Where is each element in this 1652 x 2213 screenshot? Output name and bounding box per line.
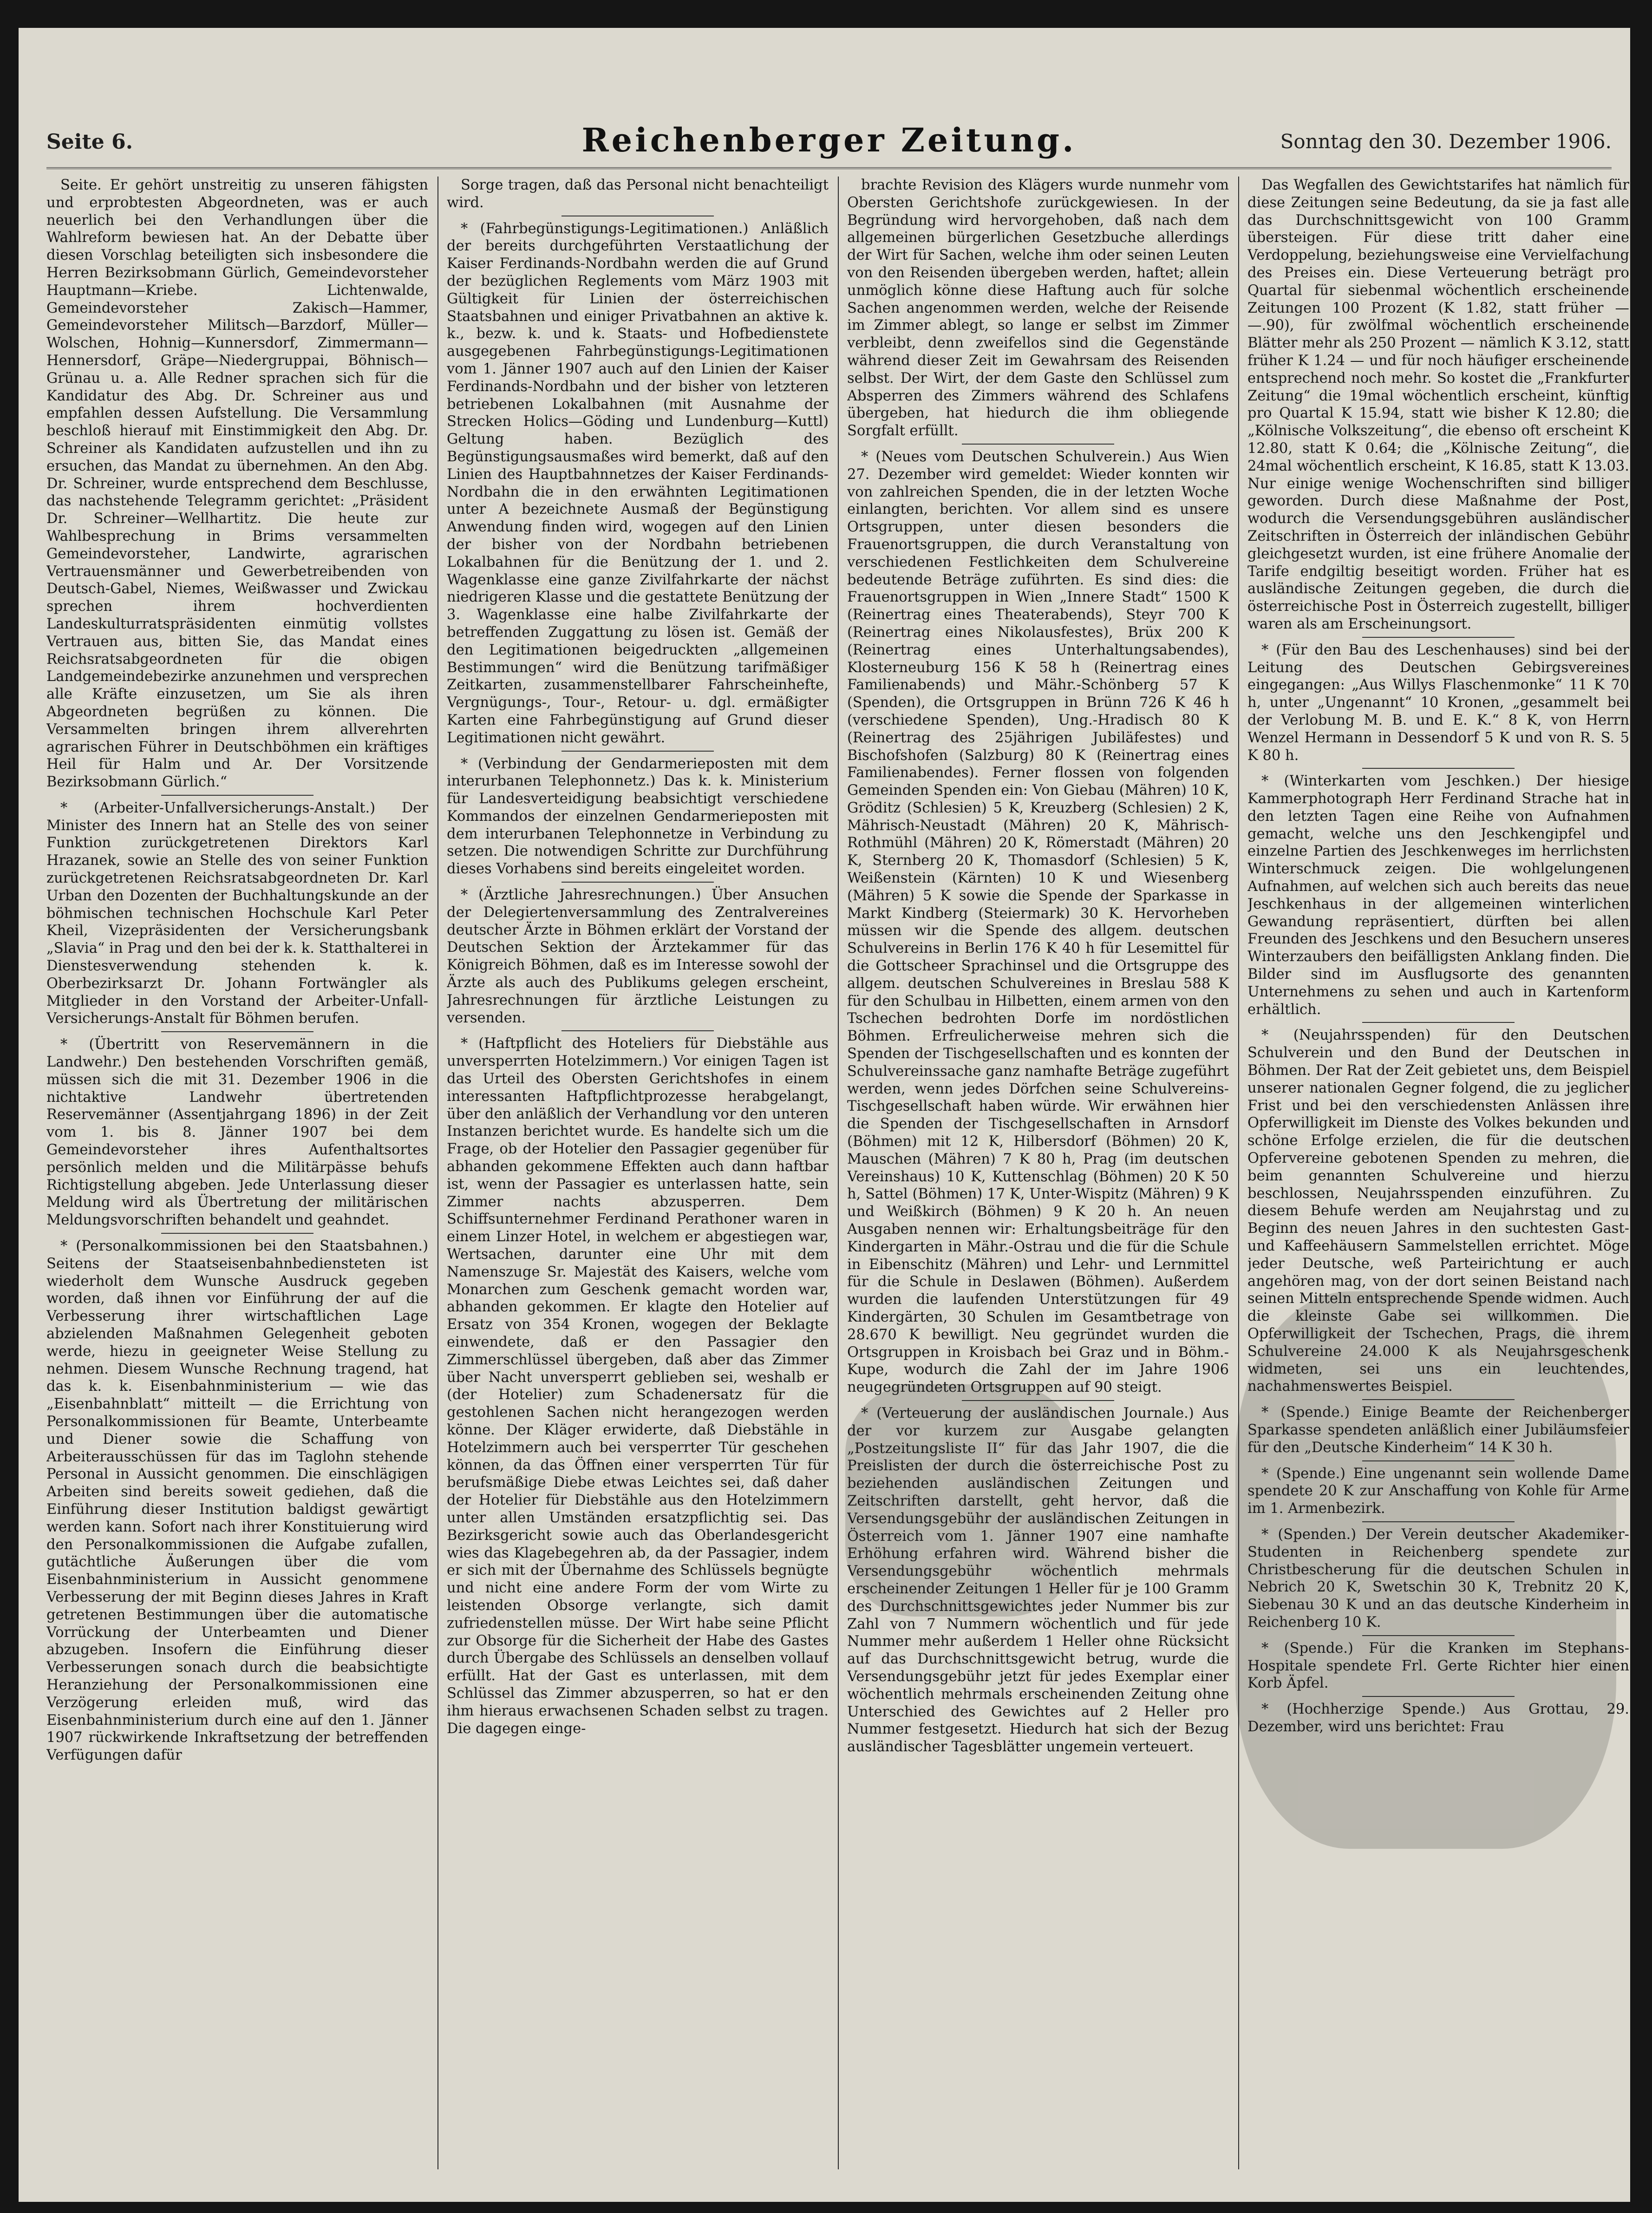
- article-paragraph: Sorge tragen, daß das Personal nicht benachteiligt wird.: [447, 177, 829, 211]
- article-paragraph: * (Verteuerung der ausländischen Journale.) Aus der vor kurzem zur Ausgabe gelangten „Postzeitungsliste II“ für das Jahr 1907, die die Preislisten der durch die österreichische Post zu beziehenden ausländischen Zeitungen und Zeitschriften darstellt, geht hervor, daß die Versendungsgebühr der ausländischen Zeitungen in Österreich vom 1. Jänner 1907 eine namhafte Erhöhung erfahren wird. Während bisher die Versendungsgebühr wöchentlich mehrmals erscheinender Zeitungen 1 Heller für je 100 Gramm des Durchschnittsgewichtes jeder Nummer bis zur Zahl von 7 Nummern wöchentlich und für jede Nummer mehr außerdem 1 Heller ohne Rücksicht auf das Durchschnittsgewicht betrug, wurde die Versendungsgebühr jetzt für jedes Exemplar einer wöchentlich mehrmals erscheinenden Zeitung ohne Unterschied des Gewichtes auf 2 Heller pro Nummer festgesetzt. Hiedurch hat sich der Bezug ausländischer Tagesblätter ungemein verteuert.: [847, 1405, 1229, 1755]
- article-paragraph: Seite. Er gehört unstreitig zu unseren fähigsten und erprobtesten Abgeordneten, was er auch neuerlich bei den Verhandlungen über die Wahlreform bewiesen hat. An der Debatte über diesen Vorschlag beteiligten sich insbesondere die Herren Bezirksobmann Gürlich, Gemeindevorsteher Hauptmann—Kriebe. Lichtenwalde, Gemeindevorsteher Zakisch—Hammer, Gemeindevorsteher Militsch—Barzdorf, Müller—Wolschen, Hohnig—Kunnersdorf, Zimmermann—Hennersdorf, Gräpe—Niedergruppai, Böhnisch—Grünau u. a. Alle Redner sprachen sich für die Kandidatur des Abg. Dr. Schreiner aus und empfahlen dessen Aufstellung. Die Versammlung beschloß hierauf mit Einstimmigkeit den Abg. Dr. Schreiner als Kandidaten aufzustellen und ihn zu ersuchen, das Mandat zu übernehmen. An den Abg. Dr. Schreiner, wurde entsprechend dem Beschlusse, das nachstehende Telegramm gerichtet: „Präsident Dr. Schreiner—Wellhartitz. Die heute zur Wahlbesprechung in Brims versammelten Gemeindevorsteher, Landwirte, agrarischen Vertrauensmänner und Gewerbetreibenden von Deutsch-Gabel, Niemes, Weißwasser und Zwickau sprechen ihrem hochverdienten Landeskulturratspräsidenten einmütig vollstes Vertrauen aus, bitten Sie, das Mandat eines Reichsratsabgeordneten für die obigen Landgemeindebezirke anzunehmen und versprechen alle Kräfte einzusetzen, um Sie als ihren Abgeordneten begrüßen zu können. Die Versammelten bringen ihrem allverehrten agrarischen Führer in Deutschböhmen ein kräftiges Heil für Halm und Ar. Der Vorsitzende Bezirksobmann Gürlich.“: [46, 177, 428, 791]
- article-paragraph: * (Spenden.) Der Verein deutscher Akademiker-Studenten in Reichenberg spendete zur Christbescherung für die deutschen Schulen in Nebrich 20 K, Swetschin 30 K, Trebnitz 20 K, Siebenau 30 K und an das deutsche Kinderheim in Reichenberg 10 K.: [1247, 1526, 1629, 1630]
- article-paragraph: * (Haftpflicht des Hoteliers für Diebstähle aus unversperrten Hotelzimmern.) Vor einigen Tagen ist das Urteil des Obersten Gerichtshofes in einem interessanten Haftpflichtprozesse herabgelangt, über den anläßlich der Verhandlung vor den unteren Instanzen berichtet wurde. Es handelte sich um die Frage, ob der Hotelier den Passagier gegenüber für abhanden gekommene Effekten auch dann haftbar ist, wenn der Passagier es unterlassen hatte, sein Zimmer nachts abzusperren. Dem Schiffsunternehmer Ferdinand Perathoner waren in einem Linzer Hotel, in welchem er abgestiegen war, Wertsachen, darunter eine Uhr mit dem Namenszuge Sr. Majestät des Kaisers, welche vom Monarchen zum Geschenk gemacht worden war, abhanden gekommen. Er klagte den Hotelier auf Ersatz von 354 Kronen, wogegen der Beklagte einwendete, daß er den Passagier den Zimmerschlüssel übergeben, daß aber das Zimmer über Nacht unversperrt geblieben sei, weshalb er (der Hotelier) zum Schadenersatz für die gestohlenen Sachen nicht herangezogen werden könne. Der Kläger erwiderte, daß Diebstähle in Hotelzimmern auch bei versperrter Tür geschehen können, da das Öffnen einer versperrten Tür für berufsmäßige Diebe etwas Leichtes sei, daß daher der Hotelier für Diebstähle aus den Hotelzimmern unter allen Umständen ersatzpflichtig sei. Das Bezirksgericht sowie auch das Oberlandesgericht wies das Klagebegehren ab, da der Passagier, indem er sich mit der Übernahme des Schlüssels begnügte und nicht eine andere Form der vom Wirte zu leistenden Obsorge verlangte, sich damit zufriedenstellen müsse. Der Wirt habe seine Pflicht zur Obsorge für die Sicherheit der Habe des Gastes durch Übergabe des Schlüssels an denselben vollauf erfüllt. Hat der Gast es unterlassen, mit dem Schlüssel das Zimmer abzusperren, so hat er den ihm hieraus erwachsenen Schaden selbst zu tragen. Die dagegen einge-: [447, 1035, 829, 1737]
- issue-date: Sonntag den 30. Dezember 1906.: [1280, 130, 1612, 153]
- divider: [1362, 768, 1515, 769]
- article-columns: [46, 177, 1629, 2169]
- article-paragraph: brachte Revision des Klägers wurde nunmehr vom Obersten Gerichtshofe zurückgewiesen. In der Begründung wird hervorgehoben, daß nach dem allgemeinen bürgerlichen Gesetzbuche allerdings der Wirt für Sachen, welche ihm oder seinen Leuten von den Reisenden übergeben werden, haftet; allein unmöglich könne diese Haftung auch für solche Sachen angenommen werden, welche der Reisende im Zimmer ablegt, so lange er selbst im Zimmer verbleibt, denn zweifellos sind die Gegenstände während dieser Zeit im Gewahrsam des Reisenden selbst. Der Wirt, der dem Gaste den Schlüssel zum Absperren des Zimmers während des Schlafens übergeben, hat hiedurch die ihm obliegende Sorgfalt erfüllt.: [847, 177, 1229, 439]
- newspaper-page: [19, 28, 1630, 2202]
- article-paragraph: * (Für den Bau des Leschenhauses) sind bei der Leitung des Deutschen Gebirgsvereines eingegangen: „Aus Willys Flaschenmonke“ 11 K 70 h, unter „Ungenannt“ 10 Kronen, „gesammelt bei der Verlobung M. B. und E. K.“ 8 K, von Herrn Wenzel Hermann in Dessendorf 5 K und von R. S. 5 K 80 h.: [1247, 642, 1629, 764]
- article-paragraph: Das Wegfallen des Gewichtstarifes hat nämlich für diese Zeitungen seine Bedeutung, da sie ja fast alle das Durchschnittsgewicht von 100 Gramm übersteigen. Für diese tritt daher eine Verdoppelung, beziehungsweise eine Vervielfachung des Preises ein. Diese Verteuerung beträgt pro Quartal für siebenmal wöchentlich erscheinende Zeitungen 100 Prozent (K 1.82, statt früher — —.90), für zwölfmal wöchentlich erscheinende Blätter mehr als 250 Prozent — nämlich K 3.12, statt früher K 1.24 — und für noch häufiger erscheinende entsprechend noch mehr. So kostet die „Frankfurter Zeitung“ die 19mal wöchentlich erscheint, künftig pro Quartal K 15.94, statt wie bisher K 12.80; die „Kölnische Volkszeitung“, die ebenso oft erscheint K 12.80, statt K 0.64; die „Kölnische Zeitung“, die 24mal wöchentlich erscheint, K 16.85, statt K 13.03. Nur einige wenige Wochenschriften sind billiger geworden. Durch diese Maßnahme der Post, wodurch die Versendungsgebühren ausländischer Zeitschriften in Österreich der inländischen Gebühr gleichgesetzt wurden, ist eine frühere Anomalie der Tarife endgiltig beseitigt worden. Früher hat es ausländische Zeitungen gegeben, die durch die österreichische Post in Österreich zugestellt, billiger waren als am Erscheinungsort.: [1247, 177, 1629, 632]
- page-number: Seite 6.: [46, 130, 133, 154]
- article-paragraph: * (Ärztliche Jahresrechnungen.) Über Ansuchen der Delegiertenversammlung des Zentralvereines deutscher Ärzte in Böhmen erklärt der Vorstand der Deutschen Sektion der Ärztekammer für das Königreich Böhmen, daß es im Interesse sowohl der Ärzte als auch des Publikums gelegen erscheint, Jahresrechnungen für ärztliche Leistungen zu versenden.: [447, 887, 829, 1026]
- divider: [562, 1030, 714, 1031]
- newspaper-title: Reichenberger Zeitung.: [581, 121, 1077, 159]
- article-paragraph: * (Spende.) Für die Kranken im Stephans-Hospitale spendete Frl. Gerte Richter hier einen Korb Äpfel.: [1247, 1640, 1629, 1692]
- article-paragraph: * (Spende.) Eine ungenannt sein wollende Dame spendete 20 K zur Anschaffung von Kohle für Arme im 1. Armenbezirk.: [1247, 1465, 1629, 1517]
- page-header: [46, 111, 1612, 169]
- print-smudge: [845, 1384, 1077, 1617]
- article-paragraph: * (Hochherzige Spende.) Aus Grottau, 29. Dezember, wird uns berichtet: Frau: [1247, 1701, 1629, 1735]
- divider: [1362, 1022, 1515, 1023]
- print-smudge: [1235, 1291, 1616, 1849]
- divider: [962, 444, 1115, 445]
- column-4: [1247, 177, 1629, 2169]
- column-rule: [838, 177, 839, 2169]
- divider: [161, 1233, 314, 1234]
- column-rule: [437, 177, 438, 2169]
- article-paragraph: * (Übertritt von Reservemännern in die Landwehr.) Den bestehenden Vorschriften gemäß, müssen sich die mit 31. Dezember 1906 in die nichtaktive Landwehr übertretenden Reservemänner (Assentjahrgang 1896) in der Zeit vom 1. bis 8. Jänner 1907 bei dem Gemeindevorsteher ihres Aufenthaltsortes persönlich melden und die Militärpässe behufs Richtigstellung abgeben. Jede Unterlassung dieser Meldung wird als Übertretung der militärischen Meldungsvorschriften behandelt und geahndet.: [46, 1036, 428, 1229]
- article-paragraph: * (Neues vom Deutschen Schulverein.) Aus Wien 27. Dezember wird gemeldet: Wieder konnten wir von zahlreichen Spenden, die in der letzten Woche einlangten, berichten. Vor allem sind es unsere Ortsgruppen, unter diesen besonders die Frauenortsgruppen, die durch Veranstaltung von verschiedenen Festlichkeiten dem Schulvereine bedeutende Beträge zuführten. Es sind dies: die Frauenortsgruppen in Wien „Innere Stadt“ 1500 K (Reinertrag eines Theaterabends), Steyr 700 K (Reinertrag eines Nikolausfestes), Brüx 200 K (Reinertrag eines Unterhaltungsabendes), Klosterneuburg 156 K 58 h (Reinertrag eines Familienabends) und Mähr.-Schönberg 57 K (Spenden), die Ortsgruppen in Brünn 726 K 46 h (verschiedene Spenden), Ung.-Hradisch 80 K (Reinertrag des 25jährigen Jubiläfestes) und Bischofshofen (Salzburg) 80 K (Reinertrag eines Familienabendes). Ferner flossen von folgenden Gemeinden Spenden ein: Von Giebau (Mähren) 10 K, Gröditz (Schlesien) 5 K, Kreuzberg (Schlesien) 2 K, Mährisch-Neustadt (Mähren) 20 K, Mährisch-Rothmühl (Mähren) 20 K, Römerstadt (Mähren) 20 K, Sternberg 20 K, Thomasdorf (Schlesien) 5 K, Weißenstein (Kärnten) 10 K und Wiesenberg (Mähren) 5 K sowie die Spende der Sparkasse in Markt Kindberg (Steiermark) 30 K. Hervorheben müssen wir die Spende des allgem. deutschen Schulvereins in Berlin 176 K 40 h für Lesemittel für die Gottscheer Sprachinsel und die Ortsgruppe des allgem. deutschen Schulvereines in Breslau 588 K für den Schulbau in Hilbetten, einem armen von den Tschechen bedrohten Dorfe im nordöstlichen Böhmen. Erfreulicherweise mehren sich die Spenden der Tischgesellschaften und es konnten der Schulvereinssache ganz namhafte Beträge zugeführt werden, wenn jedes Dörfchen seine Schulvereins-Tischgesellschaft haben würde. Wir erwähnen hier die Spenden der Tischgesellschaften in Arnsdorf (Böhmen) mit 12 K, Hilbersdorf (Böhmen) 20 K, Mauschen (Mähren) 7 K 80 h, Prag (im deutschen Vereinshaus) 10 K, Kuttenschlag (Böhmen) 20 K 50 h, Sattel (Böhmen) 17 K, Unter-Wispitz (Mähren) 9 K und Weißkirch (Böhmen) 9 K 20 h. An neuen Ausgaben nennen wir: Erhaltungsbeiträge für den Kindergarten in Mähr.-Ostrau und die für die Schule in Eibenschitz (Mähren) und Lehr- und Lernmittel für die Schule in Deslawen (Böhmen). Außerdem wurden die laufenden Unterstützungen für 49 Kindergärten, 30 Schulen im Gesamtbetrage von 28.670 K bewilligt. Neu gegründet wurden die Ortsgruppen in Kroisbach bei Graz und in Böhm.-Kupe, wodurch die Zahl der im Jahre 1906 neugegründeten Ortsgruppen auf 90 steigt.: [847, 448, 1229, 1396]
- divider: [161, 1031, 314, 1032]
- divider: [562, 882, 714, 883]
- column-1: [46, 177, 428, 2169]
- column-2: [447, 177, 829, 2169]
- article-paragraph: * (Spende.) Einige Beamte der Reichenberger Sparkasse spendeten anläßlich einer Jubiläumsfeier für den „Deutsche Kinderheim“ 14 K 30 h.: [1247, 1404, 1629, 1456]
- column-3: [847, 177, 1229, 2169]
- article-paragraph: * (Arbeiter-Unfallversicherungs-Anstalt.) Der Minister des Innern hat an Stelle des von seiner Funktion zurückgetretenen Direktors Karl Hrazanek, sowie an Stelle des von seiner Funktion zurückgetretenen Reichsratsabgeordneten Dr. Karl Urban den Dozenten der Buchhaltungskunde an der böhmischen technischen Hochschule Karl Peter Kheil, Vizepräsidenten der Versicherungsbank „Slavia“ in Prag und den bei der k. k. Statthalterei in Dienstesverwendung stehenden k. k. Oberbezirksarzt Dr. Johann Fortwängler als Mitglieder in den Vorstand der Arbeiter-Unfall-Versicherungs-Anstalt für Böhmen berufen.: [46, 799, 428, 1027]
- article-paragraph: * (Winterkarten vom Jeschken.) Der hiesige Kammerphotograph Herr Ferdinand Strache hat in den letzten Tagen eine Reihe von Aufnahmen gemacht, welche uns den Jeschkengipfel und einzelne Partien des Jeschkenweges im herrlichsten Winterschmuck zeigen. Die wohlgelungenen Aufnahmen, auf welchen sich auch bereits das neue Jeschkenhaus in der allgemeinen winterlichen Gewandung repräsentiert, dürften bei allen Freunden des Jeschkens und den Besuchern unseres Winterzaubers den beifälligsten Anklang finden. Die Bilder sind im Ausflugsorte des genannten Unternehmens zu sehen und auch in Kartenform erhältlich.: [1247, 773, 1629, 1018]
- article-paragraph: * (Verbindung der Gendarmerieposten mit dem interurbanen Telephonnetz.) Das k. k. Ministerium für Landesverteidigung beabsichtigt verschiedene Kommandos der einzelnen Gendarmerieposten mit dem interurbanen Telephonnetze in Verbindung zu setzen. Die notwendigen Schritte zur Durchführung dieses Vorhabens sind bereits eingeleitet worden.: [447, 755, 829, 877]
- divider: [161, 795, 314, 796]
- divider: [562, 751, 714, 752]
- article-paragraph: * (Neujahrsspenden) für den Deutschen Schulverein und den Bund der Deutschen in Böhmen. Der Rat der Zeit gebietet uns, dem Beispiel unserer nationalen Gegner folgend, die zu jeglicher Frist und bei den verschiedensten Anlässen ihre Opferwilligkeit im Dienste des Volkes bekunden und schöne Erfolge erzielen, die für die deutschen Opfervereine gebotenen Spenden zu mehren, die beim genannten Schulvereine und hierzu beschlossen, Neujahrsspenden einzuführen. Zu diesem Behufe werden am Neujahrstag und zu Beginn des neuen Jahres in den suchtesten Gast- und Kaffeehäusern Sammelstellen errichtet. Möge jeder Deutsche, weß Parteirichtung er auch angehören mag, von der dort seinen Beistand nach seinen Mitteln entsprechende Spende widmen. Auch die kleinste Gabe sei willkommen. Die Opferwilligkeit der Tschechen, Prags, die ihrem Schulvereine 24.000 K als Neujahrsgeschenk widmeten, sei uns ein leuchtendes, nachahmenswertes Beispiel.: [1247, 1027, 1629, 1395]
- divider: [1362, 637, 1515, 638]
- article-paragraph: * (Fahrbegünstigungs-Legitimationen.) Anläßlich der bereits durchgeführten Verstaatlichung der Kaiser Ferdinands-Nordbahn werden die auf Grund der bezüglichen Reglements vom März 1903 mit Gültigkeit für Linien der österreichischen Staatsbahnen und einiger Privatbahnen an aktive k. k., bezw. k. und k. Staats- und Hofbedienstete ausgegebenen Fahrbegünstigungs-Legitimationen vom 1. Jänner 1907 auch auf den Linien der Kaiser Ferdinands-Nordbahn und der bisher von letzteren betriebenen Lokalbahnen (mit Ausnahme der Strecken Holics—Göding und Lundenburg—Kuttl) Geltung haben. Bezüglich des Begünstigungsausmaßes wird bemerkt, daß auf den Linien des Hauptbahnnetzes der Kaiser Ferdinands-Nordbahn die in den erwähnten Legitimationen unter A bezeichnete Ausmaß der Begünstigung Anwendung finden wird, wogegen auf den Linien der bisher von der Nordbahn betriebenen Lokalbahnen für die Benützung der 1. und 2. Wagenklasse eine ganze Zivilfahrkarte der nächst niedrigeren Klasse und die gestattete Benützung der 3. Wagenklasse eine halbe Zivilfahrkarte der betreffenden Zuggattung zu lösen ist. Gemäß der den Legitimationen beigedruckten „allgemeinen Bestimmungen“ wird die Benützung tarifmäßiger Zeitkarten, zusammenstellbarer Fahrscheinhefte, Vergnügungs-, Tour-, Retour- u. dgl. ermäßigter Karten eine Fahrbegünstigung auf Grund dieser Legitimationen nicht gewährt.: [447, 220, 829, 746]
- column-rule: [1238, 177, 1239, 2169]
- article-paragraph: * (Personalkommissionen bei den Staatsbahnen.) Seitens der Staatseisenbahnbediensteten ist wiederholt dem Wunsche Ausdruck gegeben worden, daß ihnen vor Einführung der auf die Verbesserung ihrer wirtschaftlichen Lage abzielenden Maßnahmen Gelegenheit geboten werde, hiezu in geeigneter Weise Stellung zu nehmen. Diesem Wunsche Rechnung tragend, hat das k. k. Eisenbahnministerium — wie das „Eisenbahnblatt“ mitteilt — die Errichtung von Personalkommissionen für Beamte, Unterbeamte und Diener sowie die Schaffung von Arbeiterausschüssen für das im Taglohn stehende Personal in Aussicht genommen. Die einschlägigen Arbeiten sind bereits soweit gediehen, daß die Einführung dieser Institution baldigst gewärtigt werden kann. Sofort nach ihrer Konstituierung wird den Personalkommissionen die Aufgabe zufallen, gutächtliche Äußerungen über die vom Eisenbahnministerium in Aussicht genommene Verbesserung der mit Beginn dieses Jahres in Kraft getretenen Bestimmungen über die automatische Vorrückung der Unterbeamten und Diener abzugeben. Insofern die Einführung dieser Verbesserungen sonach durch die beabsichtigte Heranziehung der Personalkommissionen eine Verzögerung erleiden muß, wird das Eisenbahnministerium durch eine auf den 1. Jänner 1907 rückwirkende Inkraftsetzung der betreffenden Verfügungen dafür: [46, 1238, 428, 1764]
